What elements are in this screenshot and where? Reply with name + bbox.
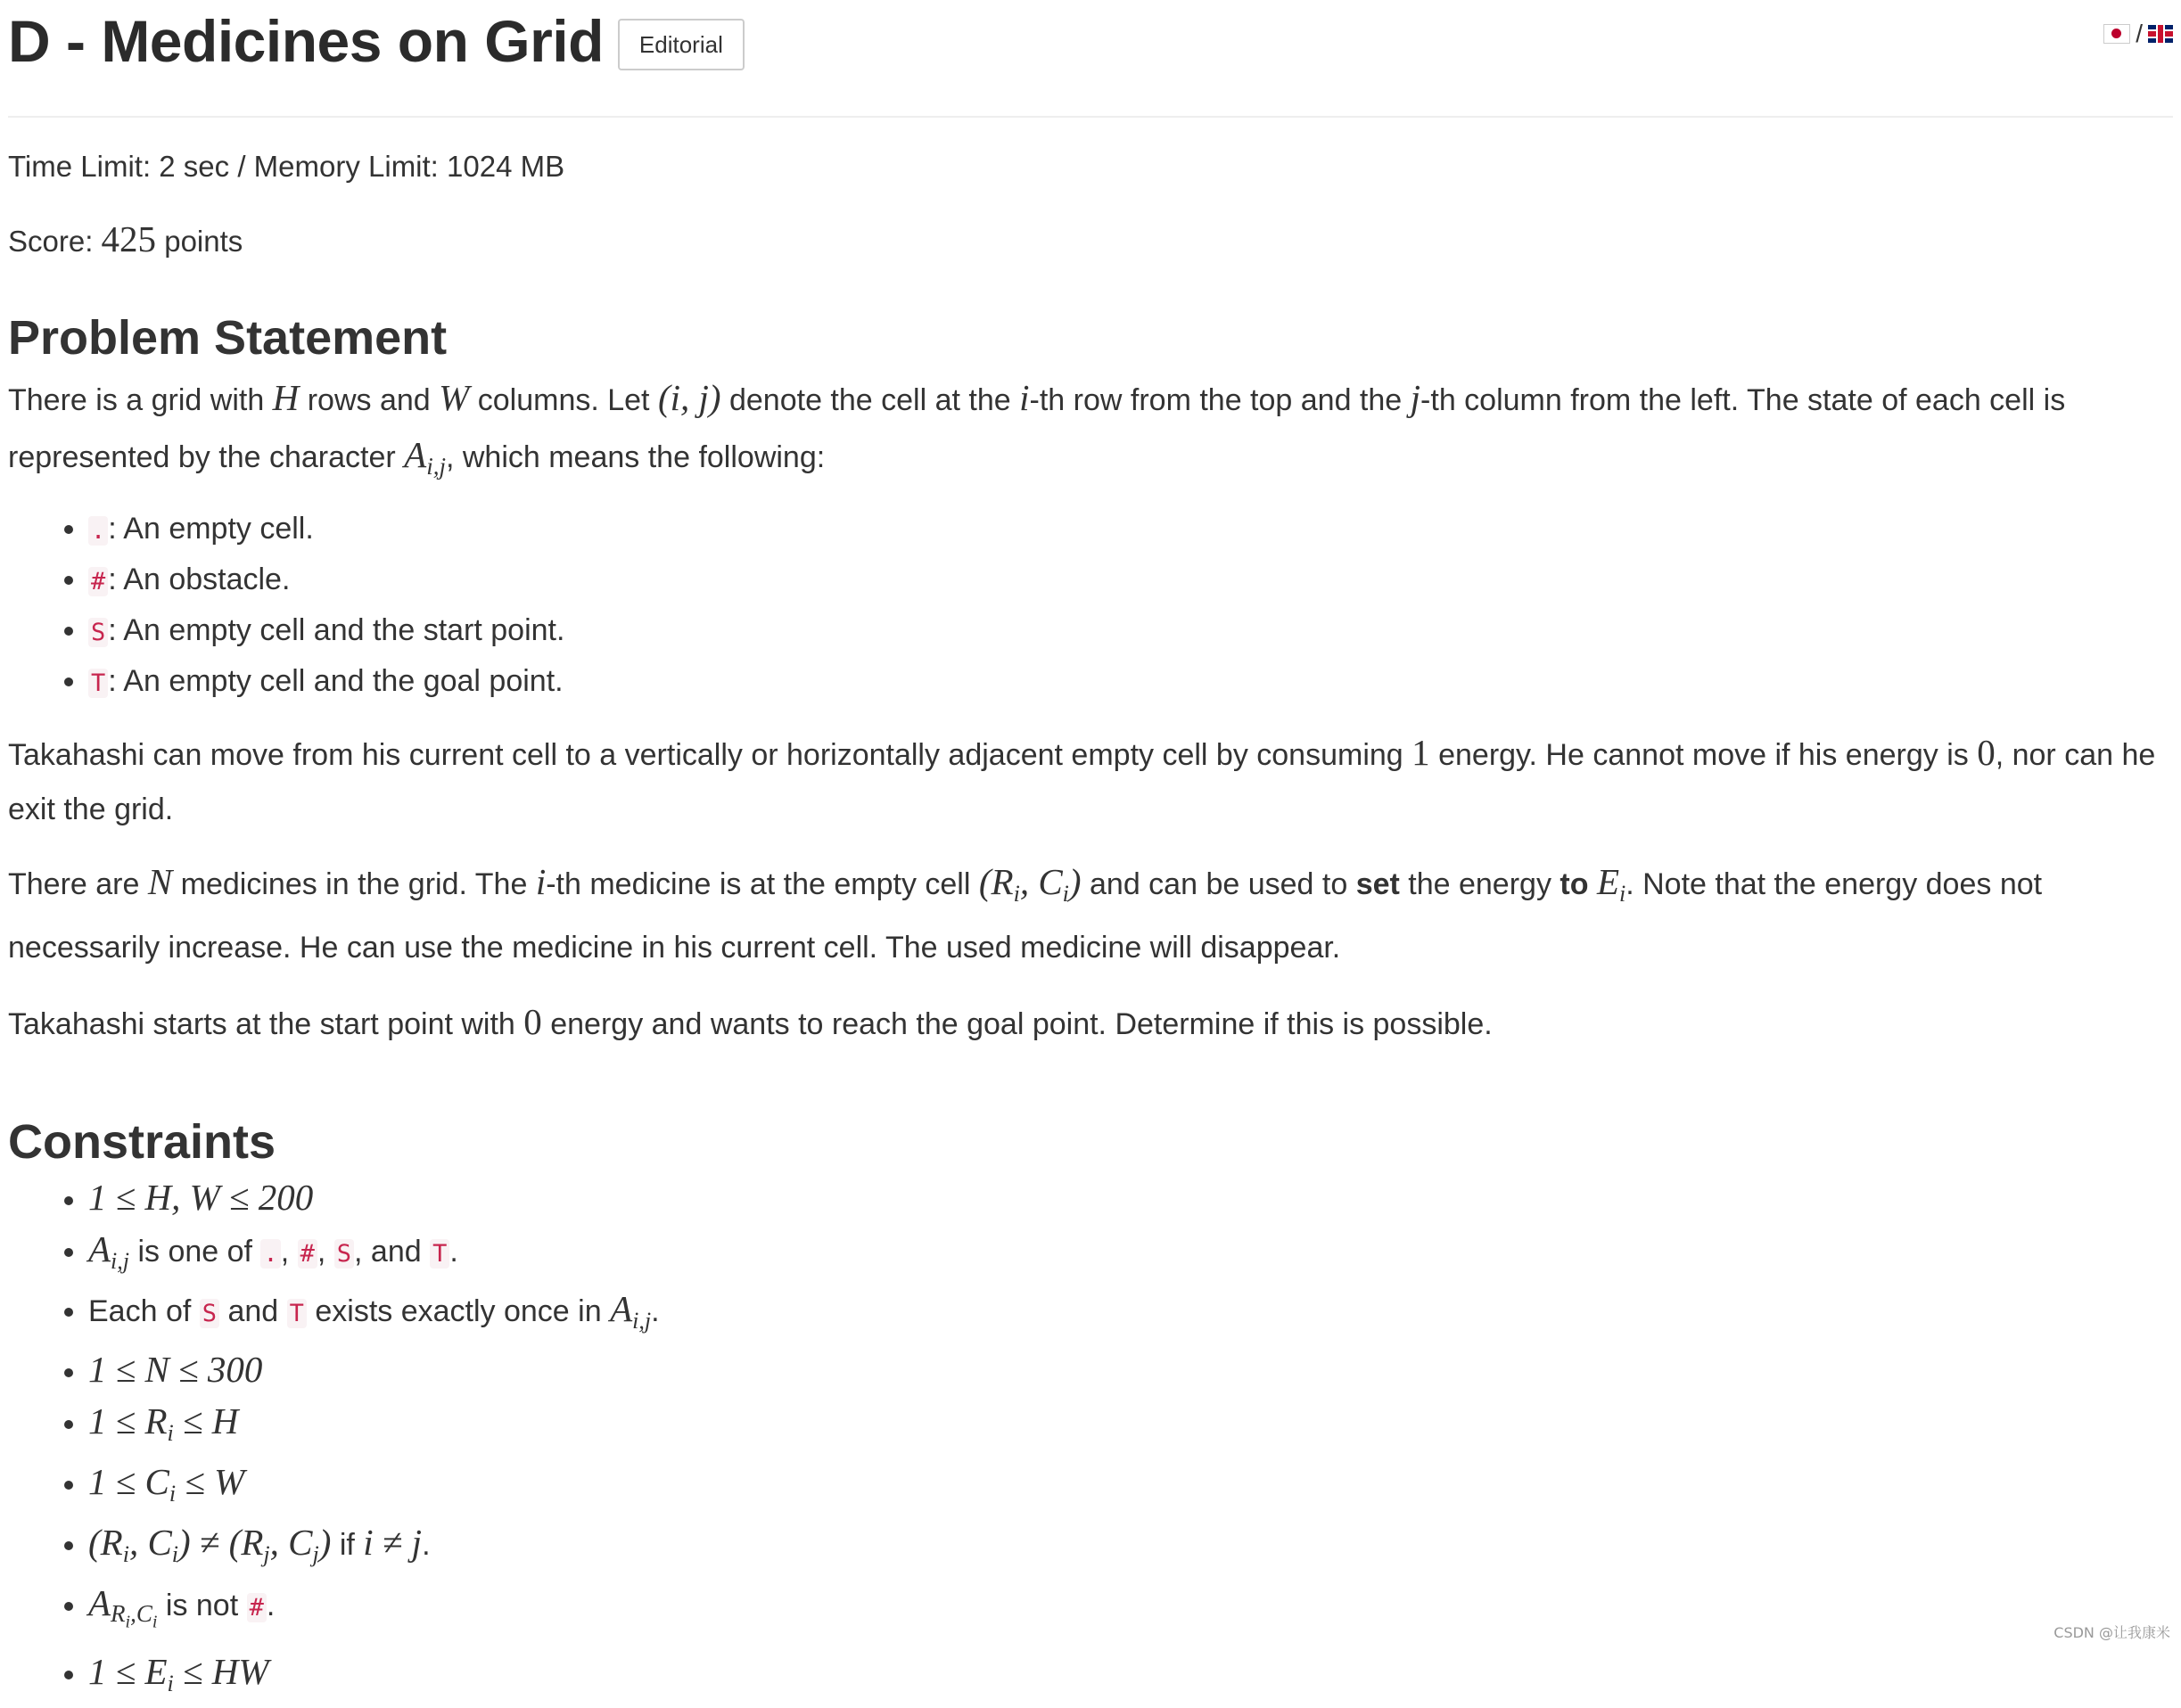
problem-page [8,0,2173,1708]
problem-statement-heading: Problem Statement [8,311,448,365]
constraint-item [88,1458,2173,1518]
list-item [88,505,2173,555]
code-T: T [88,669,108,698]
math: , C [269,1521,313,1563]
math-sub: i [1618,880,1626,907]
constraint-item [88,1518,2173,1579]
math-i: i [535,860,547,902]
text: -th row from the top and the [1029,383,1411,417]
code-hash: # [88,567,108,596]
text: . Note that the energy does not necessarily increase. He can use the medicine in his current cell. The used medicine will disappear. [8,866,2043,965]
list-item [88,555,2173,606]
text: . [651,1294,660,1329]
math-R: (R [978,860,1014,902]
text: -th column from the left. The state of each cell is represented by the character [8,383,2066,474]
math-C: , C [1019,860,1063,902]
math-i: i [1019,377,1030,418]
math-ij: (i, j) [657,377,721,418]
score-prefix: Score: [8,225,102,258]
code-dot: . [260,1239,280,1269]
math-sub: i [167,1670,174,1696]
math: (R [88,1521,123,1563]
code-hash: # [298,1239,317,1269]
text: : An empty cell and the start point. [108,612,565,647]
text: -th medicine is at the empty cell [546,866,979,901]
title-row [8,0,2173,82]
math-j: j [1410,377,1421,418]
math: 1 ≤ C [88,1460,169,1502]
uk-flag-icon[interactable] [2148,25,2173,43]
statement-paragraph-3 [8,855,2173,975]
text: denote the cell at the [720,383,1020,417]
math-sub: R [111,1600,126,1628]
math-A-sub: i,j [426,452,446,480]
constraint-item [88,1345,2173,1397]
constraint-item [88,1647,2173,1708]
score-text [8,218,2173,260]
text: and can be used to [1081,866,1356,901]
text: , which means the following: [445,440,826,474]
math: ≤ W [176,1460,245,1502]
statement-paragraph-4 [8,995,2173,1052]
text: Takahashi starts at the start point with [8,1006,524,1041]
constraint-item [88,1397,2173,1458]
header-divider [8,116,2173,118]
statement-paragraph-2 [8,726,2173,837]
text: There is a grid with [8,383,273,417]
text: exists exactly once in [306,1294,611,1329]
math-subsub: i [152,1612,158,1632]
math-sub: i [1013,880,1020,907]
constraint-item [88,1579,2173,1647]
math-sub: j [312,1540,319,1567]
math-paren: ) [1068,860,1082,902]
math: 1 ≤ E [88,1650,168,1692]
watermark: CSDN @让我康米 [2053,1624,2170,1641]
constraints-list [8,1173,2173,1708]
math-A: A [88,1228,111,1269]
math-sub: i [169,1480,177,1507]
score-suffix: points [156,225,243,258]
language-separator: / [2136,20,2143,47]
limits-text: Time Limit: 2 sec / Memory Limit: 1024 MB [8,150,565,183]
editorial-button[interactable]: Editorial [618,19,745,70]
text: energy. He cannot move if his energy is [1429,737,1978,772]
code-T: T [287,1299,307,1328]
math-A: A [88,1581,111,1623]
score-value: 425 [101,218,157,259]
math-zero: 0 [1977,731,1996,773]
japan-flag-icon[interactable] [2103,24,2130,44]
text: , [280,1234,298,1269]
text: . [422,1527,431,1562]
list-item [88,606,2173,657]
statement-paragraph-1 [8,371,2173,494]
math: , C [128,1521,172,1563]
math-W: W [439,377,470,418]
text: : An obstacle. [108,562,291,596]
math-E: E [1596,860,1619,902]
text: if [331,1527,364,1562]
text: is not [157,1588,247,1622]
text: energy and wants to reach the goal point. Determine if this is possible. [541,1006,1493,1041]
text: Each of [88,1294,200,1329]
text: There are [8,866,148,901]
math-H: H [272,377,300,418]
language-switcher [2103,20,2173,48]
text: and [219,1294,287,1329]
text: the energy [1399,866,1560,901]
code-S: S [200,1299,219,1328]
math-sub: ,C [130,1600,152,1628]
math: ) [318,1521,332,1563]
text: , nor can he exit the grid. [8,737,2156,826]
math: ≤ H [173,1400,239,1442]
math: 1 ≤ R [88,1400,168,1442]
code-hash: # [247,1593,267,1622]
math-sub: i,j [632,1308,652,1334]
code-S: S [88,618,108,647]
page-title: D - Medicines on Grid [8,8,604,74]
code-dot: . [88,516,108,546]
text: , [317,1234,334,1269]
math: 1 ≤ H, W ≤ 200 [88,1176,314,1218]
code-S: S [334,1239,354,1269]
text: . [266,1588,276,1622]
code-T: T [430,1239,449,1269]
text: : An empty cell. [108,511,314,546]
math-sub: i,j [111,1247,129,1274]
math-sub: i [167,1419,174,1446]
text: : An empty cell and the goal point. [108,663,564,698]
math-sub: i [1062,880,1069,907]
math-one: 1 [1411,731,1430,773]
constraints-heading: Constraints [8,1114,276,1169]
math: 1 ≤ N ≤ 300 [88,1349,263,1391]
math-N: N [147,860,173,902]
text [1588,867,1596,901]
text: . [449,1234,458,1269]
text: columns. Let [469,383,658,417]
math-subsub: i [125,1612,131,1632]
bold-set: set [1355,866,1400,901]
math: ≤ HW [173,1650,269,1692]
math-A: A [404,434,427,475]
constraint-item [88,1173,2173,1225]
text: , and [354,1234,431,1269]
constraint-item [88,1285,2173,1345]
math-A: A [610,1288,633,1330]
constraint-item [88,1225,2173,1285]
list-item [88,657,2173,708]
text: medicines in the grid. The [172,866,536,901]
math: ) ≠ (R [178,1521,264,1563]
math-sub: i [171,1540,179,1567]
bold-to: to [1560,866,1589,901]
text: is one of [129,1234,261,1269]
text: rows and [299,383,440,417]
math-zero: 0 [523,1000,542,1042]
text: Takahashi can move from his current cell to a vertically or horizontally adjacent empty cell by consuming [8,737,1412,772]
math-sub: j [263,1540,270,1567]
math-sub: i [122,1540,129,1567]
math: i ≠ j [363,1521,423,1563]
cell-types-list [8,505,2173,708]
